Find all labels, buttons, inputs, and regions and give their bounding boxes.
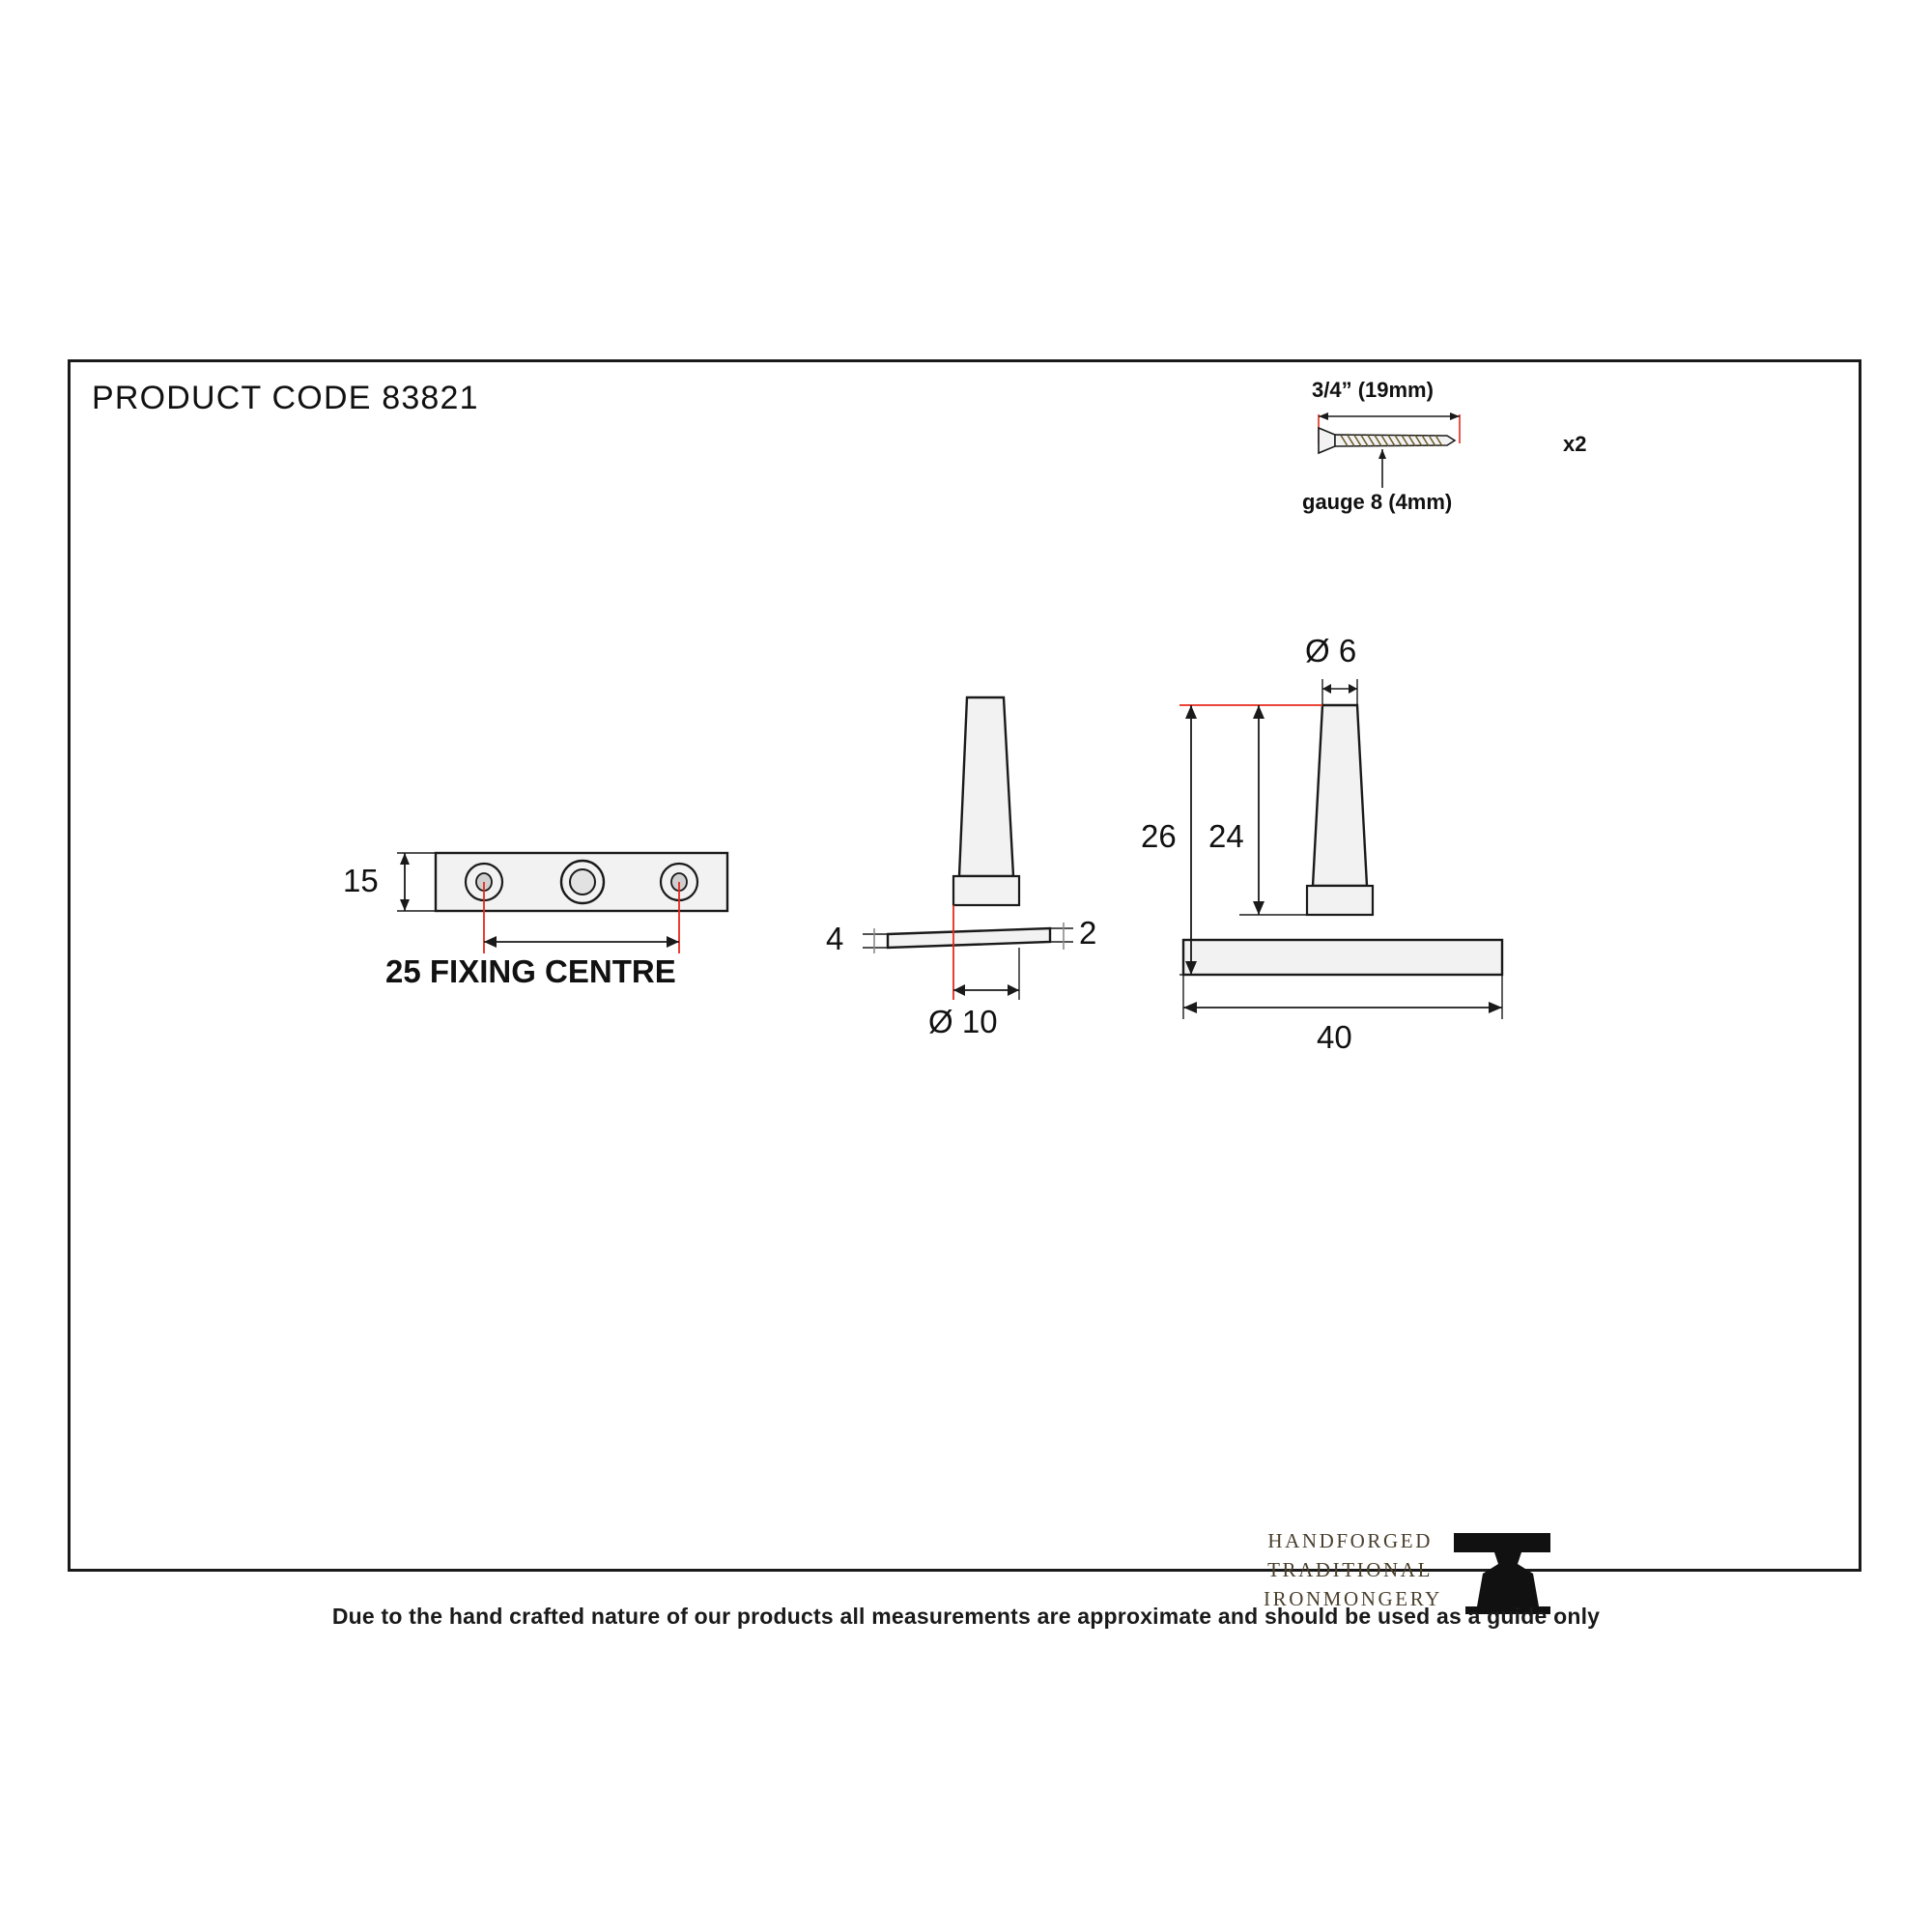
plate-width-dimension: 15 (343, 863, 379, 898)
stem-height-dimension: 24 (1208, 818, 1244, 854)
centre-hole (561, 861, 604, 903)
wood-screw-icon (1319, 428, 1455, 453)
drawing-frame (68, 359, 1861, 1610)
brand-line-1: HANDFORGED (1267, 1529, 1433, 1552)
brand-line-3: IRONMONGERY (1264, 1587, 1442, 1610)
screw-gauge-label: gauge 8 (4mm) (1302, 490, 1453, 514)
base-edge-thickness-dimension: 2 (1079, 915, 1097, 951)
plan-view (322, 807, 766, 1125)
disclaimer-note: Due to the hand crafted nature of our products all measurements are approximate and should be used as a guide only (331, 1604, 1601, 1629)
page-title: PRODUCT CODE 83821 (92, 380, 479, 416)
fixing-centre-dimension: 25 FIXING CENTRE (385, 953, 676, 989)
screw-callout (1254, 372, 1833, 526)
overall-height-dimension: 26 (1141, 818, 1177, 854)
stem-top-diameter-dimension: Ø 6 (1305, 633, 1357, 668)
stem-base-diameter-dimension: Ø 10 (928, 1004, 998, 1039)
screw-length-label: 3/4” (19mm) (1312, 378, 1434, 402)
screw-quantity-label: x2 (1563, 432, 1587, 456)
brand-text (1264, 1526, 1442, 1613)
anvil-logo-icon (1450, 1523, 1554, 1616)
front-view (1094, 604, 1500, 1222)
plate-length-dimension: 40 (1317, 1019, 1352, 1055)
base-thickness-dimension: 4 (826, 921, 844, 956)
brand-line-2: TRADITIONAL (1267, 1558, 1433, 1581)
side-view (824, 671, 1133, 1212)
